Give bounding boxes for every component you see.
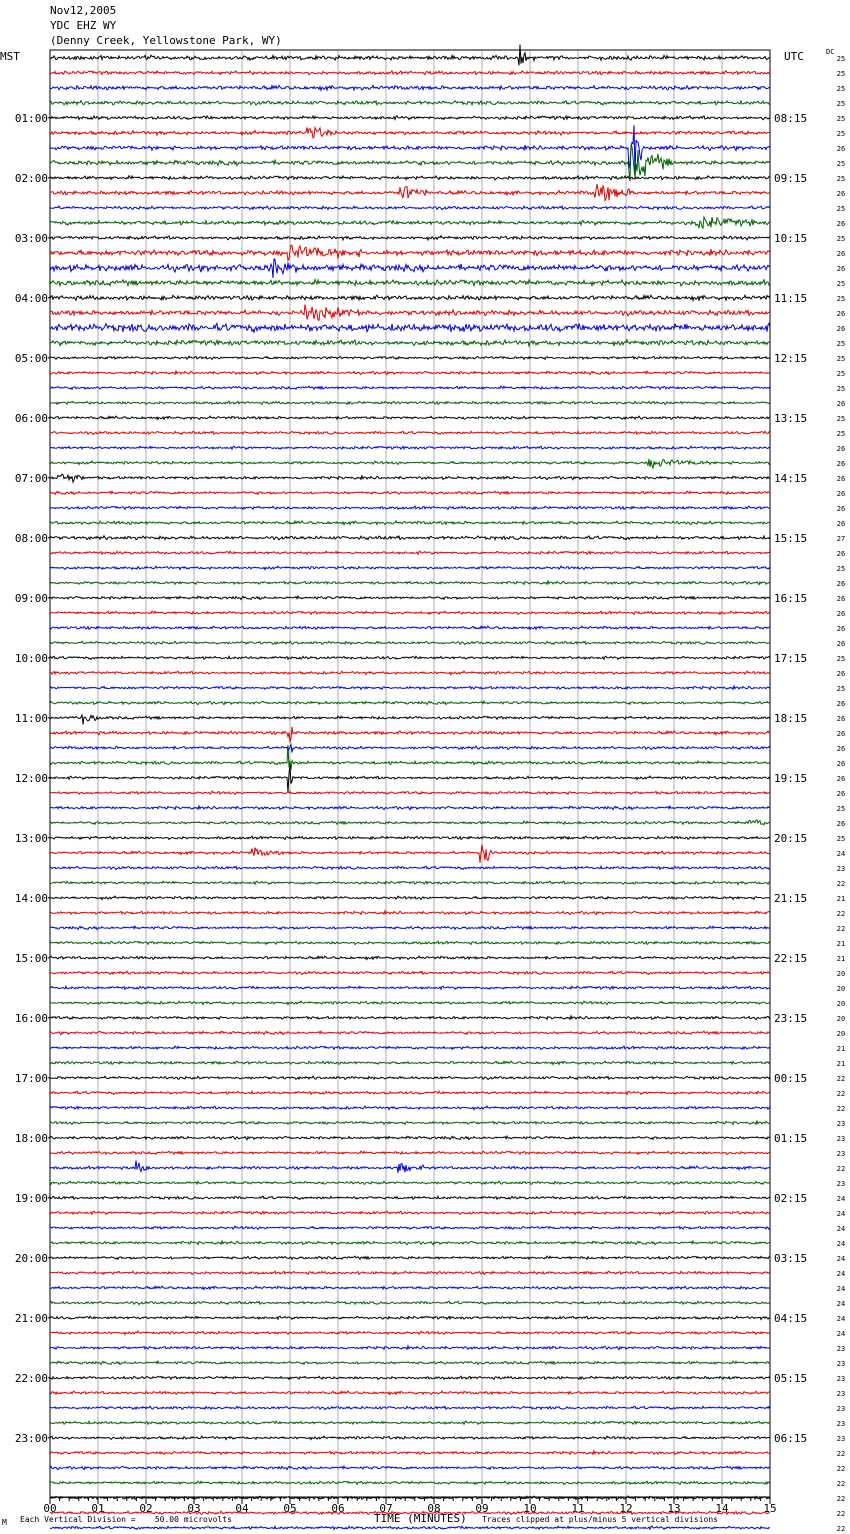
utc-hour-label: 19:15: [774, 771, 808, 785]
seismic-trace: [50, 386, 770, 389]
dc-offset-value: 23: [836, 1149, 846, 1158]
dc-offset-value: 25: [836, 279, 846, 288]
seismic-trace: [50, 184, 770, 200]
seismic-trace: [50, 1376, 770, 1379]
dc-offset-value: 22: [836, 1494, 846, 1503]
dc-offset-value: 21: [836, 939, 846, 948]
x-axis-title: TIME (MINUTES): [374, 1512, 467, 1525]
dc-offset-value: 23: [836, 1119, 846, 1128]
mst-hour-label: 09:00: [14, 591, 48, 605]
seismic-trace: [50, 1526, 770, 1529]
utc-hour-label: 12:15: [774, 351, 808, 365]
dc-offset-value: 26: [836, 744, 846, 753]
dc-offset-value: 25: [836, 114, 846, 123]
corner-mark: M: [2, 1518, 7, 1527]
x-tick-label: 03: [187, 1502, 201, 1515]
seismic-trace: [50, 926, 770, 929]
dc-offset-value: 25: [836, 684, 846, 693]
seismic-trace: [50, 217, 770, 228]
seismic-trace: [50, 1256, 770, 1259]
utc-hour-label: 16:15: [774, 591, 808, 605]
seismic-trace: [50, 1271, 770, 1274]
dc-offset-value: 22: [836, 879, 846, 888]
dc-offset-value: 22: [836, 909, 846, 918]
seismic-trace: [50, 259, 770, 278]
utc-hour-label: 13:15: [774, 411, 808, 425]
seismic-trace: [50, 305, 770, 321]
seismic-trace: [50, 416, 770, 419]
seismic-trace: [50, 1226, 770, 1229]
mst-hour-label: 06:00: [14, 411, 48, 425]
dc-offset-value: 20: [836, 984, 846, 993]
dc-offset-value: 23: [836, 864, 846, 873]
dc-offset-value: 23: [836, 1389, 846, 1398]
seismic-trace: [50, 686, 770, 690]
seismic-trace: [50, 1391, 770, 1394]
dc-offset-value: 25: [836, 69, 846, 78]
seismic-trace: [50, 766, 770, 793]
dc-offset-value: 23: [836, 1434, 846, 1443]
seismic-trace: [50, 45, 770, 66]
seismic-trace: [50, 116, 770, 120]
seismic-trace: [50, 836, 770, 839]
dc-offset-value: 26: [836, 219, 846, 228]
dc-offset-value: 25: [836, 384, 846, 393]
x-tick-label: 00: [43, 1502, 57, 1515]
seismic-trace: [50, 474, 770, 482]
dc-offset-value: 26: [836, 609, 846, 618]
x-tick-label: 04: [235, 1502, 249, 1515]
seismic-trace: [50, 446, 770, 449]
dc-offset-value: 23: [836, 1344, 846, 1353]
dc-offset-value: 25: [836, 99, 846, 108]
dc-offset-value: 26: [836, 819, 846, 828]
dc-offset-value: 22: [836, 1479, 846, 1488]
mst-hour-label: 20:00: [14, 1251, 48, 1265]
seismic-trace: [50, 340, 770, 346]
dc-offset-value: 26: [836, 774, 846, 783]
seismic-trace: [50, 1121, 770, 1125]
dc-offset-value: 23: [836, 1359, 846, 1368]
seismic-trace: [50, 581, 770, 585]
seismic-trace: [50, 323, 770, 332]
dc-offset-value: 22: [836, 924, 846, 933]
dc-offset-value: 26: [836, 264, 846, 273]
dc-offset-value: 25: [836, 234, 846, 243]
dc-offset-value: 26: [836, 759, 846, 768]
dc-offset-value: 26: [836, 144, 846, 153]
dc-offset-value: 25: [836, 654, 846, 663]
seismic-trace: [50, 1331, 770, 1335]
utc-hour-label: 20:15: [774, 831, 808, 845]
utc-hour-label: 01:15: [774, 1131, 808, 1145]
dc-offset-value: 25: [836, 804, 846, 813]
dc-offset-value: 26: [836, 579, 846, 588]
seismic-trace: [50, 1316, 770, 1319]
dc-offset-value: 21: [836, 954, 846, 963]
seismic-trace: [50, 1136, 770, 1140]
dc-offset-value: 24: [836, 1269, 846, 1278]
dc-offset-value: 26: [836, 474, 846, 483]
x-tick-label: 06: [331, 1502, 345, 1515]
dc-offset-value: 25: [836, 294, 846, 303]
seismic-trace: [50, 701, 770, 705]
mst-axis-label: MST: [0, 50, 20, 63]
vertical-scale-note: Each Vertical Division = 50.00 microvolts: [20, 1515, 232, 1524]
utc-hour-label: 17:15: [774, 651, 808, 665]
x-tick-label: 05: [283, 1502, 297, 1515]
dc-offset-value: 23: [836, 1179, 846, 1188]
seismic-trace: [50, 145, 770, 182]
x-tick-label: 08: [427, 1502, 441, 1515]
seismic-trace: [50, 941, 770, 944]
seismic-trace: [50, 1091, 770, 1094]
dc-offset-value: 26: [836, 189, 846, 198]
dc-offset-value: 25: [836, 174, 846, 183]
seismic-trace: [50, 1046, 770, 1049]
seismic-trace: [50, 127, 770, 138]
dc-offset-value: 25: [836, 369, 846, 378]
seismic-trace: [50, 911, 770, 915]
seismic-trace: [50, 280, 770, 287]
dc-offset-value: 21: [836, 894, 846, 903]
utc-hour-label: 14:15: [774, 471, 808, 485]
seismic-trace: [50, 1451, 770, 1455]
mst-hour-label: 07:00: [14, 471, 48, 485]
mst-hour-label: 14:00: [14, 891, 48, 905]
mst-hour-label: 13:00: [14, 831, 48, 845]
seismic-trace: [50, 956, 770, 959]
seismic-trace: [50, 715, 770, 725]
utc-hour-label: 06:15: [774, 1431, 808, 1445]
dc-offset-value: 24: [836, 1299, 846, 1308]
mst-hour-label: 18:00: [14, 1131, 48, 1145]
x-tick-label: 12: [619, 1502, 633, 1515]
dc-offset-value: 24: [836, 1194, 846, 1203]
dc-offset-value: 23: [836, 1404, 846, 1413]
dc-offset-value: 25: [836, 834, 846, 843]
mst-hour-label: 23:00: [14, 1431, 48, 1445]
mst-hour-label: 17:00: [14, 1071, 48, 1085]
seismic-trace: [50, 896, 770, 900]
mst-hour-label: 19:00: [14, 1191, 48, 1205]
dc-offset-value: 22: [836, 1104, 846, 1113]
dc-offset-value: 20: [836, 999, 846, 1008]
mst-hour-label: 16:00: [14, 1011, 48, 1025]
dc-offset-value: 26: [836, 729, 846, 738]
utc-hour-label: 11:15: [774, 291, 808, 305]
dc-offset-value: 24: [836, 1224, 846, 1233]
dc-offset-value: 26: [836, 249, 846, 258]
seismic-trace: [50, 596, 770, 599]
x-tick-label: 15: [763, 1502, 777, 1515]
seismic-trace: [50, 506, 770, 509]
utc-hour-label: 04:15: [774, 1311, 808, 1325]
seismic-trace: [50, 236, 770, 240]
dc-offset-value: 26: [836, 504, 846, 513]
seismic-trace: [50, 356, 770, 359]
clip-note: Traces clipped at plus/minus 5 vertical divisions: [482, 1515, 719, 1524]
mst-hour-label: 12:00: [14, 771, 48, 785]
x-tick-label: 02: [139, 1502, 153, 1515]
seismic-trace: [50, 641, 770, 644]
seismic-trace: [50, 1151, 770, 1154]
seismic-trace: [50, 431, 770, 434]
dc-offset-value: 24: [836, 1239, 846, 1248]
dc-offset-value: 22: [836, 1449, 846, 1458]
seismic-trace: [50, 971, 770, 974]
seismic-trace: [50, 71, 770, 75]
utc-hour-label: 23:15: [774, 1011, 808, 1025]
utc-axis-label: UTC: [784, 50, 804, 63]
dc-offset-value: 24: [836, 849, 846, 858]
dc-offset-value: 22: [836, 1524, 846, 1533]
dc-offset-value: 26: [836, 324, 846, 333]
utc-hour-label: 05:15: [774, 1371, 808, 1385]
utc-hour-label: 09:15: [774, 171, 808, 185]
seismic-trace: [50, 1196, 770, 1199]
seismic-trace: [50, 656, 770, 659]
seismic-trace: [50, 806, 770, 810]
dc-offset-value: 25: [836, 414, 846, 423]
dc-offset-value: 25: [836, 84, 846, 93]
seismic-trace: [50, 85, 770, 90]
utc-hour-label: 08:15: [774, 111, 808, 125]
seismic-trace: [50, 1001, 770, 1005]
utc-hour-label: 00:15: [774, 1071, 808, 1085]
dc-offset-value: 25: [836, 429, 846, 438]
seismic-trace: [50, 1061, 770, 1064]
x-tick-label: 10: [523, 1502, 537, 1515]
mst-hour-label: 11:00: [14, 711, 48, 725]
dc-offset-value: 24: [836, 1329, 846, 1338]
mst-hour-label: 22:00: [14, 1371, 48, 1385]
utc-hour-label: 02:15: [774, 1191, 808, 1205]
dc-offset-value: 25: [836, 204, 846, 213]
x-tick-label: 09: [475, 1502, 489, 1515]
seismic-trace: [50, 1361, 770, 1364]
seismic-trace: [50, 611, 770, 614]
dc-offset-value: 27: [836, 534, 846, 543]
dc-offset-value: 26: [836, 489, 846, 498]
x-tick-label: 11: [571, 1502, 585, 1515]
seismic-trace: [50, 745, 770, 770]
x-tick-label: 14: [715, 1502, 729, 1515]
dc-offset-value: 25: [836, 159, 846, 168]
utc-hour-label: 21:15: [774, 891, 808, 905]
utc-hour-label: 22:15: [774, 951, 808, 965]
dc-offset-value: 20: [836, 1029, 846, 1038]
seismic-trace: [50, 745, 770, 753]
dc-offset-value: 26: [836, 399, 846, 408]
seismic-trace: [50, 791, 770, 794]
mst-hour-label: 03:00: [14, 231, 48, 245]
dc-offset-value: 26: [836, 714, 846, 723]
dc-offset-value: 24: [836, 1254, 846, 1263]
dc-offset-value: 23: [836, 1419, 846, 1428]
seismic-trace: [50, 1301, 770, 1304]
dc-offset-value: 24: [836, 1209, 846, 1218]
seismic-trace: [50, 1286, 770, 1289]
dc-offset-value: 26: [836, 549, 846, 558]
dc-offset-value: 22: [836, 1464, 846, 1473]
dc-offset-value: 26: [836, 309, 846, 318]
seismic-trace: [50, 206, 770, 210]
seismic-trace: [50, 986, 770, 989]
dc-offset-value: 22: [836, 1164, 846, 1173]
dc-offset-value: 25: [836, 339, 846, 348]
chart-date: Nov12,2005: [50, 4, 117, 17]
dc-offset-value: 25: [836, 564, 846, 573]
mst-hour-label: 15:00: [14, 951, 48, 965]
plot-frame: [50, 50, 770, 1497]
dc-offset-value: 24: [836, 1314, 846, 1323]
dc-offset-value: 20: [836, 1014, 846, 1023]
dc-offset-value: 26: [836, 699, 846, 708]
dc-label: DC: [826, 48, 835, 56]
seismic-trace: [50, 1181, 770, 1184]
station-location: (Denny Creek, Yellowstone Park, WY): [50, 34, 282, 47]
x-tick-label: 13: [667, 1502, 681, 1515]
dc-offset-value: 23: [836, 1374, 846, 1383]
dc-offset-value: 21: [836, 1059, 846, 1068]
mst-hour-label: 01:00: [14, 111, 48, 125]
seismic-trace: [50, 459, 770, 468]
seismic-trace: [50, 536, 770, 540]
station-code: YDC EHZ WY: [50, 19, 117, 32]
mst-hour-label: 10:00: [14, 651, 48, 665]
dc-offset-value: 24: [836, 1284, 846, 1293]
dc-offset-value: 26: [836, 669, 846, 678]
seismic-trace: [50, 1466, 770, 1470]
seismic-trace: [50, 176, 770, 180]
seismic-trace: [50, 1016, 770, 1020]
seismic-trace: [50, 881, 770, 884]
utc-hour-label: 18:15: [774, 711, 808, 725]
seismic-trace: [50, 820, 770, 825]
utc-hour-label: 15:15: [774, 531, 808, 545]
dc-offset-value: 26: [836, 459, 846, 468]
mst-hour-label: 08:00: [14, 531, 48, 545]
seismic-trace: [50, 551, 770, 554]
mst-hour-label: 02:00: [14, 171, 48, 185]
seismic-trace: [50, 671, 770, 675]
seismic-trace: [50, 401, 770, 404]
dc-offset-value: 26: [836, 624, 846, 633]
seismic-trace: [50, 295, 770, 300]
seismic-trace: [50, 1481, 770, 1484]
seismic-trace: [50, 866, 770, 869]
dc-offset-value: 26: [836, 639, 846, 648]
mst-hour-label: 21:00: [14, 1311, 48, 1325]
seismic-trace: [50, 1346, 770, 1350]
seismic-trace: [50, 1421, 770, 1424]
dc-offset-value: 22: [836, 1089, 846, 1098]
dc-offset-value: 26: [836, 519, 846, 528]
x-tick-label: 01: [91, 1502, 105, 1515]
dc-offset-value: 22: [836, 1509, 846, 1518]
seismic-trace: [50, 727, 770, 743]
seismic-trace: [50, 491, 770, 494]
seismic-trace: [50, 1241, 770, 1245]
dc-offset-value: 20: [836, 969, 846, 978]
seismic-trace: [50, 371, 770, 375]
utc-hour-label: 03:15: [774, 1251, 808, 1265]
seismic-trace: [50, 626, 770, 629]
dc-offset-value: 21: [836, 1044, 846, 1053]
seismic-trace: [50, 101, 770, 105]
dc-offset-value: 23: [836, 1134, 846, 1143]
dc-offset-value: 22: [836, 1074, 846, 1083]
seismic-trace: [50, 1160, 770, 1172]
x-tick-label: 07: [379, 1502, 393, 1515]
dc-offset-value: 26: [836, 594, 846, 603]
seismic-trace: [50, 1076, 770, 1079]
dc-offset-value: 25: [836, 354, 846, 363]
dc-offset-value: 25: [836, 129, 846, 138]
seismic-trace: [50, 1211, 770, 1215]
dc-offset-value: 26: [836, 789, 846, 798]
mst-hour-label: 05:00: [14, 351, 48, 365]
seismic-trace: [50, 566, 770, 570]
seismic-trace: [50, 521, 770, 525]
seismic-trace: [50, 1106, 770, 1110]
seismic-trace: [50, 845, 770, 863]
seismic-trace: [50, 245, 770, 260]
seismic-trace: [50, 1031, 770, 1035]
mst-hour-label: 04:00: [14, 291, 48, 305]
dc-offset-value: 26: [836, 444, 846, 453]
seismic-trace: [50, 1436, 770, 1440]
utc-hour-label: 10:15: [774, 231, 808, 245]
seismic-trace: [50, 1406, 770, 1409]
dc-offset-value: 25: [836, 54, 846, 63]
